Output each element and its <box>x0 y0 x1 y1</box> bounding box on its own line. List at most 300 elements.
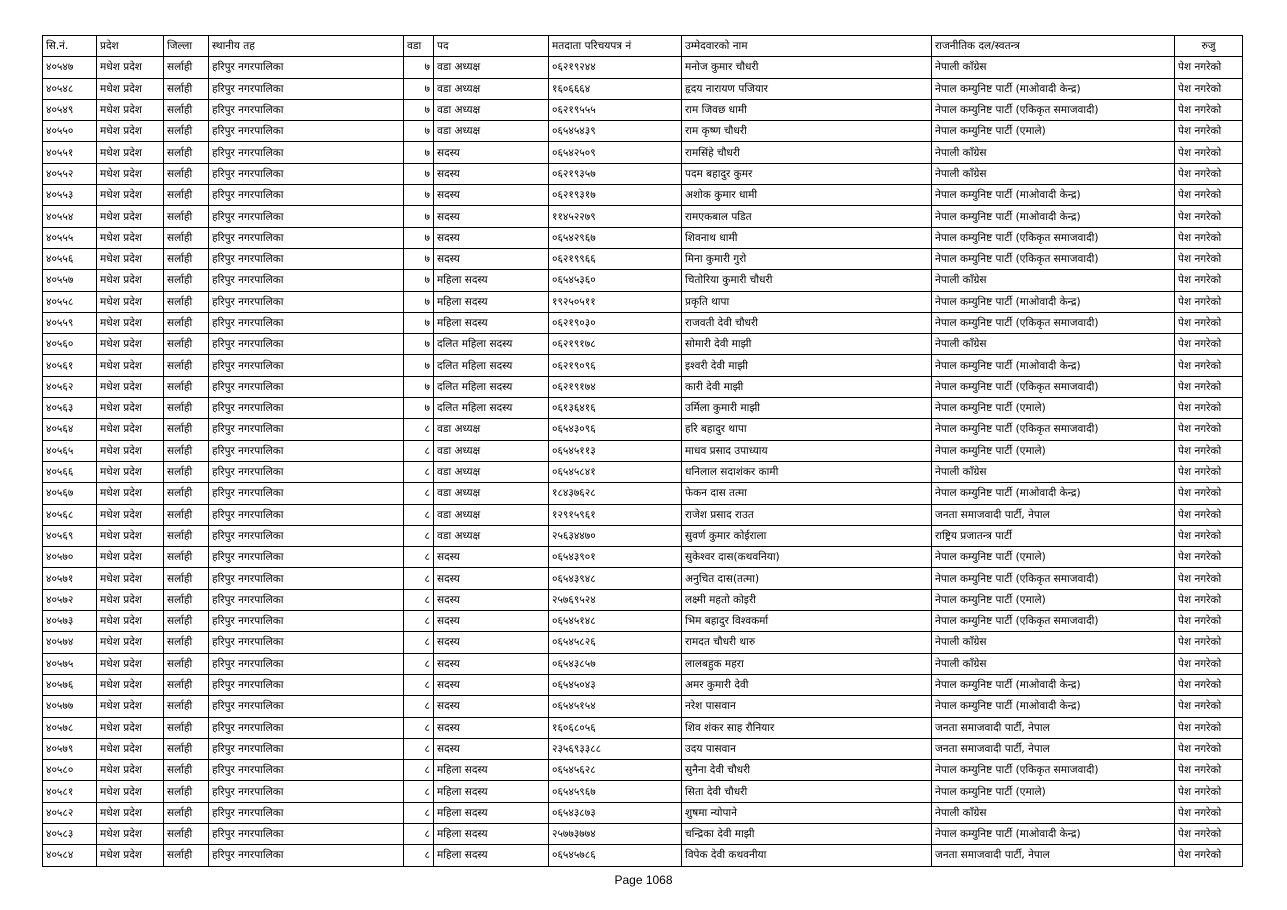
table-row <box>43 185 1243 206</box>
table-row <box>43 99 1243 120</box>
table-row <box>43 376 1243 397</box>
cell-pradesh: मधेश प्रदेश <box>97 121 164 142</box>
cell-umedwar: भिम बहादुर विश्वकर्मा <box>682 611 932 632</box>
cell-sn: ४०५८० <box>43 760 97 781</box>
cell-wada: ८ <box>404 802 434 823</box>
cell-pad: महिला सदस्य <box>434 760 549 781</box>
cell-umedwar: हरि बहादुर थापा <box>682 419 932 440</box>
cell-wada: ७ <box>404 376 434 397</box>
cell-umedwar: कारी देवी माझी <box>682 376 932 397</box>
table-row <box>43 440 1243 461</box>
cell-rujhu: पेश नगरेको <box>1175 270 1243 291</box>
cell-sthaniya: हरिपुर नगरपालिका <box>209 355 404 376</box>
cell-sthaniya: हरिपुर नगरपालिका <box>209 525 404 546</box>
table-row <box>43 547 1243 568</box>
cell-dal: नेपाली काँग्रेस <box>932 802 1175 823</box>
cell-jilla: सर्लाही <box>164 760 209 781</box>
cell-matadata: ०६२१९३५७ <box>549 163 682 184</box>
cell-pradesh: मधेश प्रदेश <box>97 504 164 525</box>
cell-dal: नेपाल कम्युनिष्ट पार्टी (एमाले) <box>932 547 1175 568</box>
cell-sthaniya: हरिपुर नगरपालिका <box>209 504 404 525</box>
cell-sn: ४०५८४ <box>43 845 97 866</box>
cell-pad: दलित महिला सदस्य <box>434 398 549 419</box>
cell-dal: नेपाली काँग्रेस <box>932 270 1175 291</box>
cell-pradesh: मधेश प्रदेश <box>97 227 164 248</box>
cell-dal: जनता समाजवादी पार्टी, नेपाल <box>932 845 1175 866</box>
table-row <box>43 270 1243 291</box>
table-row <box>43 121 1243 142</box>
page-number: Page 1068 <box>614 873 673 887</box>
col-header-umedwar: उम्मेदवारको नाम <box>682 36 932 57</box>
table-row <box>43 845 1243 866</box>
cell-pradesh: मधेश प्रदेश <box>97 270 164 291</box>
cell-jilla: सर्लाही <box>164 312 209 333</box>
cell-pradesh: मधेश प्रदेश <box>97 674 164 695</box>
cell-matadata: ०६२१९३१७ <box>549 185 682 206</box>
cell-sthaniya: हरिपुर नगरपालिका <box>209 611 404 632</box>
cell-umedwar: लालबहुक महरा <box>682 653 932 674</box>
col-header-sthaniya: स्थानीय तह <box>209 36 404 57</box>
cell-rujhu: पेश नगरेको <box>1175 355 1243 376</box>
cell-sthaniya: हरिपुर नगरपालिका <box>209 78 404 99</box>
cell-dal: नेपाल कम्युनिष्ट पार्टी (एकिकृत समाजवादी) <box>932 99 1175 120</box>
cell-sthaniya: हरिपुर नगरपालिका <box>209 823 404 844</box>
table-row <box>43 398 1243 419</box>
cell-sn: ४०५६८ <box>43 504 97 525</box>
cell-wada: ७ <box>404 57 434 78</box>
cell-wada: ७ <box>404 334 434 355</box>
cell-jilla: सर्लाही <box>164 355 209 376</box>
cell-wada: ८ <box>404 738 434 759</box>
cell-jilla: सर्लाही <box>164 163 209 184</box>
cell-rujhu: पेश नगरेको <box>1175 504 1243 525</box>
cell-sn: ४०५५९ <box>43 312 97 333</box>
cell-wada: ७ <box>404 78 434 99</box>
cell-sn: ४०५५१ <box>43 142 97 163</box>
cell-matadata: ०६५४२५०९ <box>549 142 682 163</box>
cell-wada: ७ <box>404 398 434 419</box>
cell-sn: ४०५८२ <box>43 802 97 823</box>
cell-matadata: १२९१५९६१ <box>549 504 682 525</box>
cell-matadata: ०६५४५८४१ <box>549 461 682 482</box>
cell-dal: जनता समाजवादी पार्टी, नेपाल <box>932 738 1175 759</box>
cell-sn: ४०५५४ <box>43 206 97 227</box>
cell-sn: ४०५४७ <box>43 57 97 78</box>
cell-pradesh: मधेश प्रदेश <box>97 696 164 717</box>
cell-umedwar: विपेक देवी कथवनीया <box>682 845 932 866</box>
cell-umedwar: रामसिंहे चौधरी <box>682 142 932 163</box>
cell-rujhu: पेश नगरेको <box>1175 248 1243 269</box>
table-row <box>43 57 1243 78</box>
cell-sthaniya: हरिपुर नगरपालिका <box>209 568 404 589</box>
cell-pradesh: मधेश प्रदेश <box>97 376 164 397</box>
cell-sthaniya: हरिपुर नगरपालिका <box>209 461 404 482</box>
cell-umedwar: राजवती देवी चौधरी <box>682 312 932 333</box>
cell-wada: ७ <box>404 163 434 184</box>
cell-wada: ८ <box>404 674 434 695</box>
cell-rujhu: पेश नगरेको <box>1175 568 1243 589</box>
cell-wada: ७ <box>404 99 434 120</box>
cell-pad: सदस्य <box>434 589 549 610</box>
cell-matadata: ०६५४५१४८ <box>549 611 682 632</box>
cell-jilla: सर्लाही <box>164 611 209 632</box>
cell-dal: नेपाल कम्युनिष्ट पार्टी (माओवादी केन्द्र) <box>932 823 1175 844</box>
cell-umedwar: उर्मिला कुमारी माझी <box>682 398 932 419</box>
cell-sn: ४०५७९ <box>43 738 97 759</box>
cell-umedwar: चन्द्रिका देवी माझी <box>682 823 932 844</box>
cell-pradesh: मधेश प्रदेश <box>97 291 164 312</box>
cell-matadata: ०६५४५३६० <box>549 270 682 291</box>
cell-pradesh: मधेश प्रदेश <box>97 398 164 419</box>
cell-sn: ४०५६६ <box>43 461 97 482</box>
cell-dal: नेपाल कम्युनिष्ट पार्टी (एमाले) <box>932 440 1175 461</box>
cell-wada: ७ <box>404 227 434 248</box>
table-body <box>43 57 1243 866</box>
cell-umedwar: हृदय नारायण पजियार <box>682 78 932 99</box>
cell-pradesh: मधेश प्रदेश <box>97 440 164 461</box>
cell-jilla: सर्लाही <box>164 547 209 568</box>
cell-umedwar: फेकन दास तत्मा <box>682 483 932 504</box>
cell-pradesh: मधेश प्रदेश <box>97 355 164 376</box>
cell-dal: नेपाल कम्युनिष्ट पार्टी (माओवादी केन्द्र) <box>932 206 1175 227</box>
cell-jilla: सर्लाही <box>164 78 209 99</box>
cell-jilla: सर्लाही <box>164 419 209 440</box>
cell-jilla: सर्लाही <box>164 291 209 312</box>
cell-matadata: ०६१३६४१६ <box>549 398 682 419</box>
cell-sn: ४०५७१ <box>43 568 97 589</box>
cell-rujhu: पेश नगरेको <box>1175 696 1243 717</box>
table-row <box>43 632 1243 653</box>
table-row <box>43 227 1243 248</box>
cell-umedwar: शिव शंकर साह रौनियार <box>682 717 932 738</box>
cell-umedwar: राम कृष्ण चौधरी <box>682 121 932 142</box>
cell-sthaniya: हरिपुर नगरपालिका <box>209 632 404 653</box>
cell-sthaniya: हरिपुर नगरपालिका <box>209 419 404 440</box>
col-header-dal: राजनीतिक दल/स्वतन्त्र <box>932 36 1175 57</box>
cell-umedwar: राजेश प्रसाद राउत <box>682 504 932 525</box>
cell-jilla: सर्लाही <box>164 674 209 695</box>
cell-rujhu: पेश नगरेको <box>1175 589 1243 610</box>
cell-umedwar: अनुचित दास(तत्मा) <box>682 568 932 589</box>
cell-pad: सदस्य <box>434 653 549 674</box>
cell-umedwar: धनिलाल सदाशंकर कामी <box>682 461 932 482</box>
cell-rujhu: पेश नगरेको <box>1175 738 1243 759</box>
cell-wada: ७ <box>404 355 434 376</box>
cell-umedwar: रामदत चौधरी थारु <box>682 632 932 653</box>
cell-umedwar: शिवनाथ धामी <box>682 227 932 248</box>
cell-umedwar: अशोक कुमार धामी <box>682 185 932 206</box>
cell-matadata: २५७७३७७४ <box>549 823 682 844</box>
cell-dal: नेपाल कम्युनिष्ट पार्टी (एकिकृत समाजवादी) <box>932 248 1175 269</box>
cell-matadata: ०६५४५६२८ <box>549 760 682 781</box>
cell-rujhu: पेश नगरेको <box>1175 121 1243 142</box>
cell-pradesh: मधेश प्रदेश <box>97 461 164 482</box>
cell-rujhu: पेश नगरेको <box>1175 674 1243 695</box>
cell-matadata: ०६५४२९६७ <box>549 227 682 248</box>
cell-wada: ८ <box>404 547 434 568</box>
cell-rujhu: पेश नगरेको <box>1175 440 1243 461</box>
cell-rujhu: पेश नगरेको <box>1175 653 1243 674</box>
col-header-sn: सि.नं. <box>43 36 97 57</box>
cell-matadata: १९२५०५११ <box>549 291 682 312</box>
cell-sthaniya: हरिपुर नगरपालिका <box>209 291 404 312</box>
cell-wada: ८ <box>404 781 434 802</box>
cell-sn: ४०५४८ <box>43 78 97 99</box>
table-row <box>43 419 1243 440</box>
cell-dal: नेपाल कम्युनिष्ट पार्टी (एकिकृत समाजवादी) <box>932 419 1175 440</box>
cell-pad: सदस्य <box>434 696 549 717</box>
cell-jilla: सर्लाही <box>164 185 209 206</box>
cell-sn: ४०५६७ <box>43 483 97 504</box>
table-row <box>43 163 1243 184</box>
cell-rujhu: पेश नगरेको <box>1175 781 1243 802</box>
cell-wada: ७ <box>404 185 434 206</box>
cell-sn: ४०५७३ <box>43 611 97 632</box>
cell-pad: सदस्य <box>434 163 549 184</box>
table-row <box>43 589 1243 610</box>
cell-wada: ८ <box>404 483 434 504</box>
cell-jilla: सर्लाही <box>164 227 209 248</box>
cell-umedwar: रामएकबाल पडित <box>682 206 932 227</box>
cell-matadata: ०६५४५८२६ <box>549 632 682 653</box>
cell-rujhu: पेश नगरेको <box>1175 419 1243 440</box>
cell-matadata: ०६२१९०३० <box>549 312 682 333</box>
cell-sn: ४०५५६ <box>43 248 97 269</box>
cell-sn: ४०५६३ <box>43 398 97 419</box>
cell-sthaniya: हरिपुर नगरपालिका <box>209 163 404 184</box>
cell-wada: ८ <box>404 717 434 738</box>
cell-wada: ८ <box>404 653 434 674</box>
cell-umedwar: उदय पासवान <box>682 738 932 759</box>
cell-rujhu: पेश नगरेको <box>1175 717 1243 738</box>
table-header <box>43 36 1243 57</box>
cell-matadata: ०६५४३९४८ <box>549 568 682 589</box>
cell-sn: ४०५५७ <box>43 270 97 291</box>
cell-matadata: ०६२१९१७८ <box>549 334 682 355</box>
cell-pad: सदस्य <box>434 738 549 759</box>
cell-umedwar: इश्वरी देवी माझी <box>682 355 932 376</box>
cell-sn: ४०५५२ <box>43 163 97 184</box>
cell-sthaniya: हरिपुर नगरपालिका <box>209 312 404 333</box>
cell-sthaniya: हरिपुर नगरपालिका <box>209 206 404 227</box>
cell-pad: सदस्य <box>434 674 549 695</box>
cell-sthaniya: हरिपुर नगरपालिका <box>209 653 404 674</box>
cell-pad: महिला सदस्य <box>434 802 549 823</box>
cell-pradesh: मधेश प्रदेश <box>97 163 164 184</box>
cell-jilla: सर्लाही <box>164 568 209 589</box>
cell-pad: महिला सदस्य <box>434 781 549 802</box>
cell-pad: दलित महिला सदस्य <box>434 355 549 376</box>
cell-pad: सदस्य <box>434 185 549 206</box>
cell-pad: महिला सदस्य <box>434 291 549 312</box>
cell-wada: ८ <box>404 632 434 653</box>
cell-wada: ८ <box>404 696 434 717</box>
table-row <box>43 334 1243 355</box>
cell-sn: ४०५७६ <box>43 674 97 695</box>
cell-pad: महिला सदस्य <box>434 270 549 291</box>
cell-sthaniya: हरिपुर नगरपालिका <box>209 185 404 206</box>
cell-pradesh: मधेश प्रदेश <box>97 206 164 227</box>
cell-wada: ८ <box>404 419 434 440</box>
cell-sn: ४०५५८ <box>43 291 97 312</box>
cell-pradesh: मधेश प्रदेश <box>97 845 164 866</box>
cell-sthaniya: हरिपुर नगरपालिका <box>209 248 404 269</box>
cell-sthaniya: हरिपुर नगरपालिका <box>209 717 404 738</box>
cell-matadata: १६०६८०५६ <box>549 717 682 738</box>
cell-pad: वडा अध्यक्ष <box>434 483 549 504</box>
cell-sn: ४०५७२ <box>43 589 97 610</box>
cell-rujhu: पेश नगरेको <box>1175 632 1243 653</box>
cell-matadata: १६०६६६४ <box>549 78 682 99</box>
cell-sthaniya: हरिपुर नगरपालिका <box>209 99 404 120</box>
cell-dal: राष्ट्रिय प्रजातन्त्र पार्टी <box>932 525 1175 546</box>
cell-pad: दलित महिला सदस्य <box>434 334 549 355</box>
cell-sn: ४०५७७ <box>43 696 97 717</box>
cell-wada: ८ <box>404 440 434 461</box>
col-header-pradesh: प्रदेश <box>97 36 164 57</box>
cell-rujhu: पेश नगरेको <box>1175 547 1243 568</box>
table-row <box>43 206 1243 227</box>
table-row <box>43 525 1243 546</box>
cell-sthaniya: हरिपुर नगरपालिका <box>209 738 404 759</box>
cell-matadata: ०६५४३८५७ <box>549 653 682 674</box>
cell-wada: ८ <box>404 525 434 546</box>
cell-dal: जनता समाजवादी पार्टी, नेपाल <box>932 504 1175 525</box>
cell-pradesh: मधेश प्रदेश <box>97 78 164 99</box>
cell-dal: नेपाली काँग्रेस <box>932 334 1175 355</box>
cell-pad: वडा अध्यक्ष <box>434 419 549 440</box>
cell-umedwar: पदम बहादुर कुमर <box>682 163 932 184</box>
cell-sn: ४०५६९ <box>43 525 97 546</box>
cell-jilla: सर्लाही <box>164 525 209 546</box>
cell-dal: नेपाल कम्युनिष्ट पार्टी (एकिकृत समाजवादी) <box>932 376 1175 397</box>
cell-sn: ४०५७५ <box>43 653 97 674</box>
cell-dal: नेपाल कम्युनिष्ट पार्टी (माओवादी केन्द्र) <box>932 674 1175 695</box>
cell-dal: नेपाल कम्युनिष्ट पार्टी (एमाले) <box>932 398 1175 419</box>
cell-pad: वडा अध्यक्ष <box>434 78 549 99</box>
cell-rujhu: पेश नगरेको <box>1175 291 1243 312</box>
cell-dal: नेपाल कम्युनिष्ट पार्टी (माओवादी केन्द्र) <box>932 696 1175 717</box>
cell-pradesh: मधेश प्रदेश <box>97 653 164 674</box>
cell-pradesh: मधेश प्रदेश <box>97 589 164 610</box>
cell-rujhu: पेश नगरेको <box>1175 461 1243 482</box>
cell-rujhu: पेश नगरेको <box>1175 163 1243 184</box>
cell-umedwar: मनोज कुमार चौधरी <box>682 57 932 78</box>
cell-matadata: ०६५४५७८६ <box>549 845 682 866</box>
cell-wada: ८ <box>404 845 434 866</box>
cell-pad: महिला सदस्य <box>434 845 549 866</box>
cell-wada: ८ <box>404 611 434 632</box>
cell-rujhu: पेश नगरेको <box>1175 312 1243 333</box>
cell-sn: ४०५७८ <box>43 717 97 738</box>
cell-matadata: २५७६९५२४ <box>549 589 682 610</box>
cell-rujhu: पेश नगरेको <box>1175 334 1243 355</box>
table-row <box>43 312 1243 333</box>
cell-pad: सदस्य <box>434 142 549 163</box>
table-row <box>43 717 1243 738</box>
cell-sn: ४०५४९ <box>43 99 97 120</box>
cell-matadata: ०६५४५१५४ <box>549 696 682 717</box>
cell-sthaniya: हरिपुर नगरपालिका <box>209 376 404 397</box>
cell-sthaniya: हरिपुर नगरपालिका <box>209 483 404 504</box>
cell-sthaniya: हरिपुर नगरपालिका <box>209 845 404 866</box>
cell-dal: नेपाल कम्युनिष्ट पार्टी (एमाले) <box>932 589 1175 610</box>
cell-pad: सदस्य <box>434 248 549 269</box>
cell-dal: नेपाल कम्युनिष्ट पार्टी (माओवादी केन्द्र) <box>932 78 1175 99</box>
cell-pradesh: मधेश प्रदेश <box>97 419 164 440</box>
cell-jilla: सर्लाही <box>164 823 209 844</box>
cell-matadata: ०६५४५९६७ <box>549 781 682 802</box>
cell-pradesh: मधेश प्रदेश <box>97 525 164 546</box>
cell-pad: वडा अध्यक्ष <box>434 99 549 120</box>
cell-pad: वडा अध्यक्ष <box>434 504 549 525</box>
cell-jilla: सर्लाही <box>164 781 209 802</box>
cell-pad: वडा अध्यक्ष <box>434 525 549 546</box>
cell-pad: सदस्य <box>434 611 549 632</box>
cell-pad: वडा अध्यक्ष <box>434 57 549 78</box>
table-row <box>43 504 1243 525</box>
cell-pradesh: मधेश प्रदेश <box>97 823 164 844</box>
cell-dal: नेपाली काँग्रेस <box>932 142 1175 163</box>
cell-pradesh: मधेश प्रदेश <box>97 312 164 333</box>
cell-umedwar: प्रकृति थापा <box>682 291 932 312</box>
table-row <box>43 823 1243 844</box>
cell-jilla: सर्लाही <box>164 483 209 504</box>
table-row <box>43 611 1243 632</box>
cell-rujhu: पेश नगरेको <box>1175 142 1243 163</box>
cell-wada: ७ <box>404 291 434 312</box>
cell-dal: नेपाल कम्युनिष्ट पार्टी (माओवादी केन्द्र) <box>932 355 1175 376</box>
cell-pradesh: मधेश प्रदेश <box>97 483 164 504</box>
cell-dal: नेपाली काँग्रेस <box>932 163 1175 184</box>
cell-sthaniya: हरिपुर नगरपालिका <box>209 398 404 419</box>
cell-pad: सदस्य <box>434 717 549 738</box>
cell-jilla: सर्लाही <box>164 653 209 674</box>
cell-umedwar: सिता देवी चौधरी <box>682 781 932 802</box>
col-header-pad: पद <box>434 36 549 57</box>
cell-wada: ७ <box>404 206 434 227</box>
cell-pradesh: मधेश प्रदेश <box>97 738 164 759</box>
cell-pad: सदस्य <box>434 227 549 248</box>
cell-sthaniya: हरिपुर नगरपालिका <box>209 440 404 461</box>
col-header-rujhu: रुजु <box>1175 36 1243 57</box>
cell-wada: ८ <box>404 568 434 589</box>
cell-matadata: ०६५४५११३ <box>549 440 682 461</box>
cell-matadata: ०६२१९५५५ <box>549 99 682 120</box>
cell-rujhu: पेश नगरेको <box>1175 99 1243 120</box>
cell-pradesh: मधेश प्रदेश <box>97 632 164 653</box>
cell-jilla: सर्लाही <box>164 802 209 823</box>
cell-jilla: सर्लाही <box>164 142 209 163</box>
cell-pad: महिला सदस्य <box>434 823 549 844</box>
cell-pad: महिला सदस्य <box>434 312 549 333</box>
cell-matadata: ०६५४५४३९ <box>549 121 682 142</box>
cell-umedwar: माधव प्रसाद उपाध्याय <box>682 440 932 461</box>
cell-wada: ७ <box>404 121 434 142</box>
cell-wada: ८ <box>404 760 434 781</box>
candidate-table <box>42 35 1243 867</box>
cell-jilla: सर्लाही <box>164 57 209 78</box>
cell-sthaniya: हरिपुर नगरपालिका <box>209 121 404 142</box>
cell-pradesh: मधेश प्रदेश <box>97 57 164 78</box>
cell-dal: नेपाल कम्युनिष्ट पार्टी (एकिकृत समाजवादी) <box>932 760 1175 781</box>
cell-pad: सदस्य <box>434 206 549 227</box>
cell-rujhu: पेश नगरेको <box>1175 525 1243 546</box>
cell-rujhu: पेश नगरेको <box>1175 845 1243 866</box>
cell-umedwar: सुवर्ण कुमार कोईराला <box>682 525 932 546</box>
cell-sn: ४०५८३ <box>43 823 97 844</box>
cell-pradesh: मधेश प्रदेश <box>97 185 164 206</box>
